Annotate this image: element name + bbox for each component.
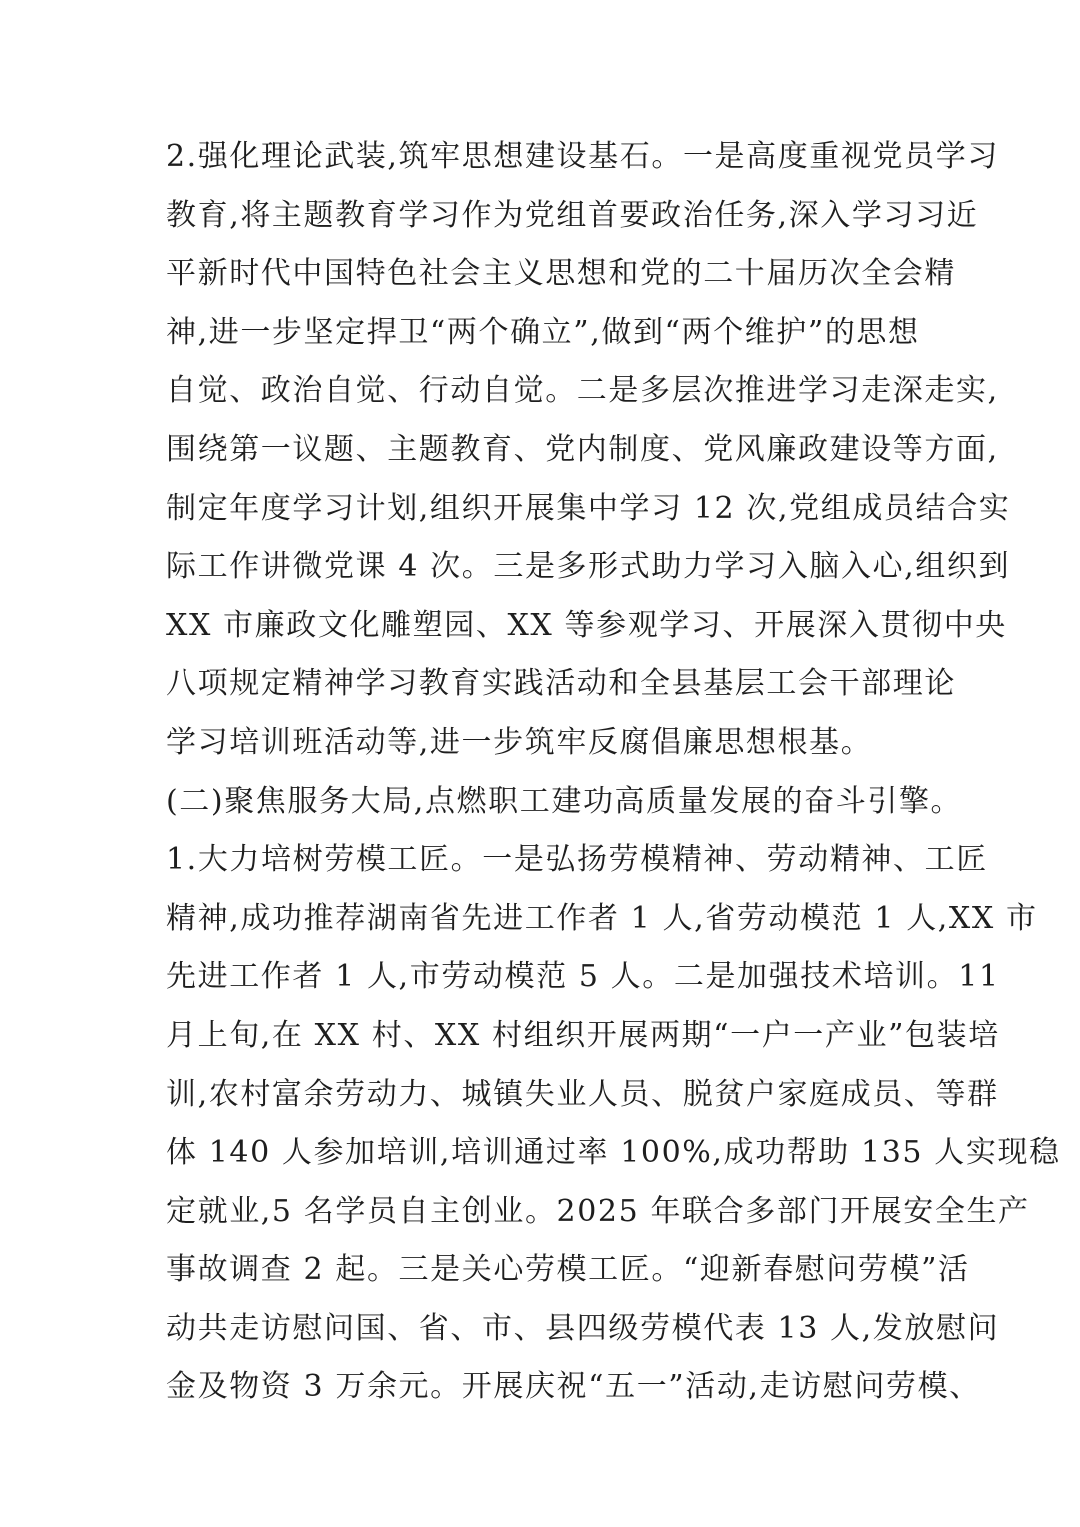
text-line-9: XX 市廉政文化雕塑园、XX 等参观学习、开展深入贯彻中央 [166, 607, 1007, 643]
text-line-2: 教育,将主题教育学习作为党组首要政治任务,深入学习习近 [166, 197, 979, 233]
text-line-3: 平新时代中国特色社会主义思想和党的二十届历次全会精 [166, 256, 956, 292]
text-line-10: 八项规定精神学习教育实践活动和全县基层工会干部理论 [166, 666, 956, 702]
text-line-16: 月上旬,在 XX 村、XX 村组织开展两期“一户一产业”包装培 [166, 1017, 1000, 1053]
text-line-21: 动共走访慰问国、省、市、县四级劳模代表 13 人,发放慰问 [166, 1310, 1000, 1346]
section-heading-2: (二)聚焦服务大局,点燃职工建功高质量发展的奋斗引擎。 [166, 783, 963, 819]
text-line-15: 先进工作者 1 人,市劳动模范 5 人。二是加强技术培训。11 [166, 959, 1000, 995]
text-line-8: 际工作讲微党课 4 次。三是多形式助力学习入脑入心,组织到 [166, 549, 1011, 585]
text-line-6: 围绕第一议题、主题教育、党内制度、党风廉政建设等方面, [166, 431, 999, 467]
body-text [166, 128, 1061, 1417]
text-line-5: 自觉、政治自觉、行动自觉。二是多层次推进学习走深走实, [166, 373, 999, 409]
text-line-11: 学习培训班活动等,进一步筑牢反腐倡廉思想根基。 [166, 724, 873, 760]
text-line-18: 体 140 人参加培训,培训通过率 100%,成功帮助 135 人实现稳 [166, 1135, 1061, 1171]
text-line-19: 定就业,5 名学员自主创业。2025 年联合多部门开展安全生产 [166, 1193, 1030, 1229]
text-line-7: 制定年度学习计划,组织开展集中学习 12 次,党组成员结合实 [166, 490, 1011, 526]
text-line-1: 2.强化理论武装,筑牢思想建设基石。一是高度重视党员学习 [166, 139, 999, 174]
text-line-17: 训,农村富余劳动力、城镇失业人员、脱贫户家庭成员、等群 [166, 1076, 999, 1112]
text-line-20: 事故调查 2 起。三是关心劳模工匠。“迎新春慰问劳模”活 [166, 1252, 970, 1288]
text-line-13: 1.大力培树劳模工匠。一是弘扬劳模精神、劳动精神、工匠 [166, 842, 988, 878]
text-line-22: 金及物资 3 万余元。开展庆祝“五一”活动,走访慰问劳模、 [166, 1369, 981, 1405]
text-line-4: 神,进一步坚定捍卫“两个确立”,做到“两个维护”的思想 [166, 314, 920, 350]
text-line-14: 精神,成功推荐湖南省先进工作者 1 人,省劳动模范 1 人,XX 市 [166, 900, 1038, 936]
